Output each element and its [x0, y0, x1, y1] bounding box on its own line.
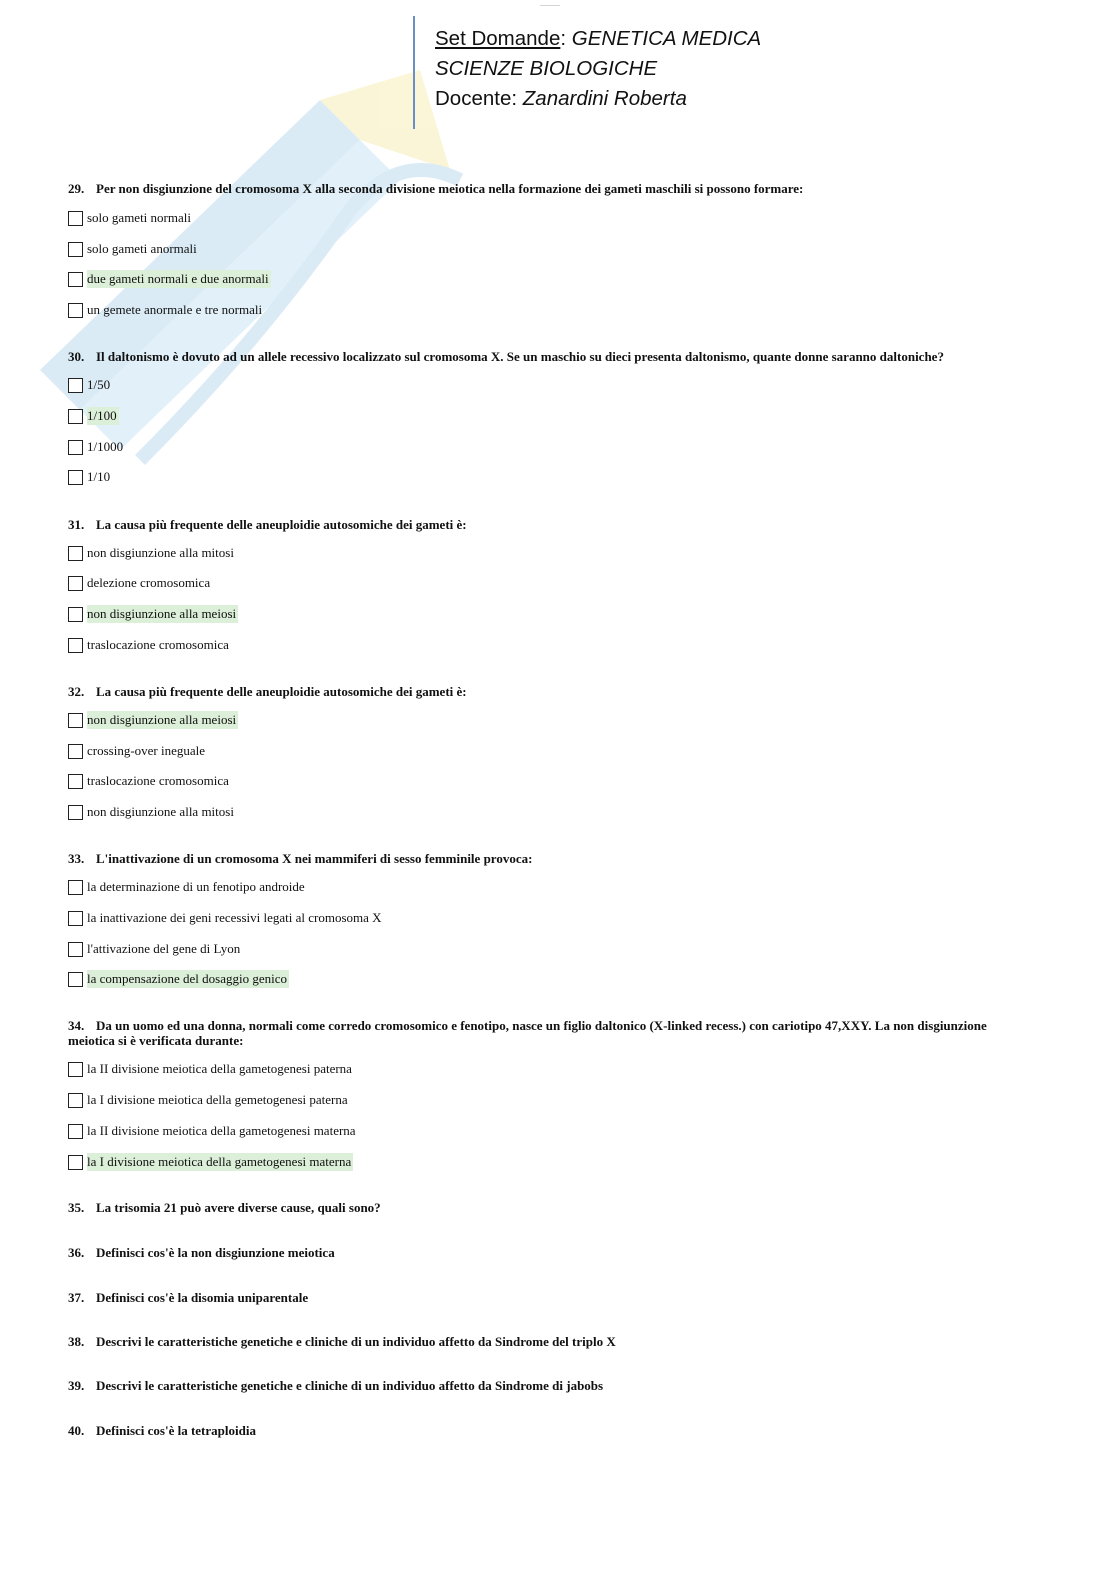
- option-text: la inattivazione dei geni recessivi legati al cromosoma X: [87, 910, 382, 925]
- question-34: [68, 1018, 1028, 1048]
- option-text: delezione cromosomica: [87, 575, 211, 590]
- header-line-subject: Set Domande: GENETICA MEDICA: [435, 27, 762, 50]
- option-text: un gemete anormale e tre normali: [87, 302, 263, 317]
- question-number: 30.: [68, 349, 85, 364]
- option-row[interactable]: [68, 376, 112, 394]
- question-text: L'inattivazione di un cromosoma X nei mammiferi di sesso femminile provoca:: [96, 851, 533, 866]
- option-text-correct: non disgiunzione alla meiosi: [87, 606, 237, 621]
- question-number: 37.: [68, 1290, 85, 1305]
- header-rule: [413, 16, 415, 129]
- checkbox[interactable]: [68, 774, 83, 789]
- checkbox[interactable]: [68, 942, 83, 957]
- question-39: [68, 1378, 1028, 1393]
- question-number: 38.: [68, 1334, 85, 1349]
- option-text-correct: la compensazione del dosaggio genico: [87, 971, 287, 986]
- question-36: [68, 1245, 1028, 1260]
- option-text-correct: la I divisione meiotica della gametogenesi materna: [87, 1154, 352, 1169]
- option-row[interactable]: [68, 803, 236, 821]
- checkbox[interactable]: [68, 409, 83, 424]
- option-text-correct: 1/100: [87, 408, 117, 423]
- option-row[interactable]: [68, 970, 289, 988]
- option-row[interactable]: [68, 940, 242, 958]
- teacher-label: Docente:: [435, 87, 518, 110]
- subject: GENETICA MEDICA: [571, 27, 762, 50]
- header-line-course: [435, 54, 761, 84]
- checkbox[interactable]: [68, 242, 83, 257]
- checkbox[interactable]: [68, 911, 83, 926]
- option-row[interactable]: [68, 407, 119, 425]
- checkbox[interactable]: [68, 744, 83, 759]
- checkbox[interactable]: [68, 303, 83, 318]
- checkbox[interactable]: [68, 211, 83, 226]
- option-row[interactable]: [68, 574, 212, 592]
- option-row[interactable]: [68, 1153, 353, 1171]
- option-row[interactable]: [68, 878, 307, 896]
- question-31: [68, 517, 1028, 532]
- question-38: [68, 1334, 1028, 1349]
- option-text: 1/10: [87, 469, 111, 484]
- option-row[interactable]: [68, 605, 238, 623]
- checkbox[interactable]: [68, 576, 83, 591]
- teacher-name: Zanardini Roberta: [522, 87, 687, 110]
- option-text: la determinazione di un fenotipo androide: [87, 879, 305, 894]
- question-text: La trisomia 21 può avere diverse cause, quali sono?: [96, 1200, 381, 1215]
- checkbox[interactable]: [68, 607, 83, 622]
- question-number: 36.: [68, 1245, 85, 1260]
- option-text: solo gameti normali: [87, 210, 191, 225]
- option-text: la II divisione meiotica della gametogenesi materna: [87, 1123, 356, 1138]
- question-35: [68, 1200, 1028, 1215]
- question-number: 33.: [68, 851, 85, 866]
- header-line-teacher: [435, 84, 761, 114]
- question-37: [68, 1290, 1028, 1305]
- question-number: 34.: [68, 1018, 85, 1033]
- question-number: 39.: [68, 1378, 85, 1393]
- option-row[interactable]: [68, 742, 207, 760]
- question-text: La causa più frequente delle aneuploidie autosomiche dei gameti è:: [96, 517, 467, 532]
- checkbox[interactable]: [68, 880, 83, 895]
- question-33: [68, 851, 1028, 866]
- checkbox[interactable]: [68, 470, 83, 485]
- checkbox[interactable]: [68, 1093, 83, 1108]
- option-row[interactable]: [68, 1122, 358, 1140]
- option-row[interactable]: [68, 301, 264, 319]
- option-row[interactable]: [68, 1060, 354, 1078]
- option-row[interactable]: [68, 1091, 350, 1109]
- option-row[interactable]: [68, 636, 231, 654]
- option-text-correct: due gameti normali e due anormali: [87, 271, 269, 286]
- option-row[interactable]: [68, 468, 112, 486]
- option-row[interactable]: [68, 270, 271, 288]
- option-row[interactable]: [68, 772, 231, 790]
- question-32: [68, 684, 1028, 699]
- checkbox[interactable]: [68, 272, 83, 287]
- option-row[interactable]: [68, 544, 236, 562]
- question-text: Il daltonismo è dovuto ad un allele recessivo localizzato sul cromosoma X. Se un maschio su dieci presenta daltonismo, quante donne saranno daltoniche?: [96, 349, 944, 364]
- question-number: 40.: [68, 1423, 85, 1438]
- option-text: solo gameti anormali: [87, 241, 197, 256]
- document-header: [435, 24, 761, 114]
- question-40: [68, 1423, 1028, 1438]
- checkbox[interactable]: [68, 546, 83, 561]
- option-text: 1/1000: [87, 439, 124, 454]
- question-text: Definisci cos'è la disomia uniparentale: [96, 1290, 309, 1305]
- option-text: l'attivazione del gene di Lyon: [87, 941, 241, 956]
- question-text: Definisci cos'è la non disgiunzione meiotica: [96, 1245, 335, 1260]
- question-number: 29.: [68, 181, 85, 196]
- option-row[interactable]: [68, 438, 125, 456]
- checkbox[interactable]: [68, 1062, 83, 1077]
- checkbox[interactable]: [68, 972, 83, 987]
- checkbox[interactable]: [68, 1124, 83, 1139]
- checkbox[interactable]: [68, 713, 83, 728]
- option-text: non disgiunzione alla mitosi: [87, 804, 234, 819]
- question-number: 31.: [68, 517, 85, 532]
- header-mark: ______: [540, 0, 561, 6]
- option-row[interactable]: [68, 909, 384, 927]
- question-30: [68, 349, 1028, 364]
- question-29: [68, 181, 1028, 196]
- option-text: la II divisione meiotica della gametogenesi paterna: [87, 1061, 352, 1076]
- question-text: Definisci cos'è la tetraploidia: [96, 1423, 256, 1438]
- option-text: crossing-over ineguale: [87, 743, 206, 758]
- question-text: La causa più frequente delle aneuploidie autosomiche dei gameti è:: [96, 684, 467, 699]
- option-text: non disgiunzione alla mitosi: [87, 545, 234, 560]
- question-number: 35.: [68, 1200, 85, 1215]
- course: SCIENZE BIOLOGICHE: [435, 57, 658, 80]
- checkbox[interactable]: [68, 1155, 83, 1170]
- checkbox[interactable]: [68, 638, 83, 653]
- set-label: Set Domande: [435, 27, 561, 50]
- option-text-correct: non disgiunzione alla meiosi: [87, 712, 237, 727]
- option-text: traslocazione cromosomica: [87, 773, 229, 788]
- checkbox[interactable]: [68, 440, 83, 455]
- checkbox[interactable]: [68, 805, 83, 820]
- option-row[interactable]: [68, 209, 193, 227]
- option-row[interactable]: [68, 240, 199, 258]
- question-text: Descrivi le caratteristiche genetiche e cliniche di un individuo affetto da Sindrome di jabobs: [96, 1378, 604, 1393]
- question-text: Da un uomo ed una donna, normali come corredo cromosomico e fenotipo, nasce un figlio daltonico (X-linked recess.) con cariotipo 47,XXY. La non disgiunzione meiotica si è verificata durante:: [68, 1018, 987, 1048]
- question-text: Descrivi le caratteristiche genetiche e cliniche di un individuo affetto da Sindrome del triplo X: [96, 1334, 616, 1349]
- option-row[interactable]: [68, 711, 238, 729]
- option-text: la I divisione meiotica della gemetogenesi paterna: [87, 1092, 348, 1107]
- checkbox[interactable]: [68, 378, 83, 393]
- question-number: 32.: [68, 684, 85, 699]
- question-text: Per non disgiunzione del cromosoma X alla seconda divisione meiotica nella formazione dei gameti maschili si possono formare:: [96, 181, 804, 196]
- option-text: traslocazione cromosomica: [87, 637, 229, 652]
- option-text: 1/50: [87, 377, 111, 392]
